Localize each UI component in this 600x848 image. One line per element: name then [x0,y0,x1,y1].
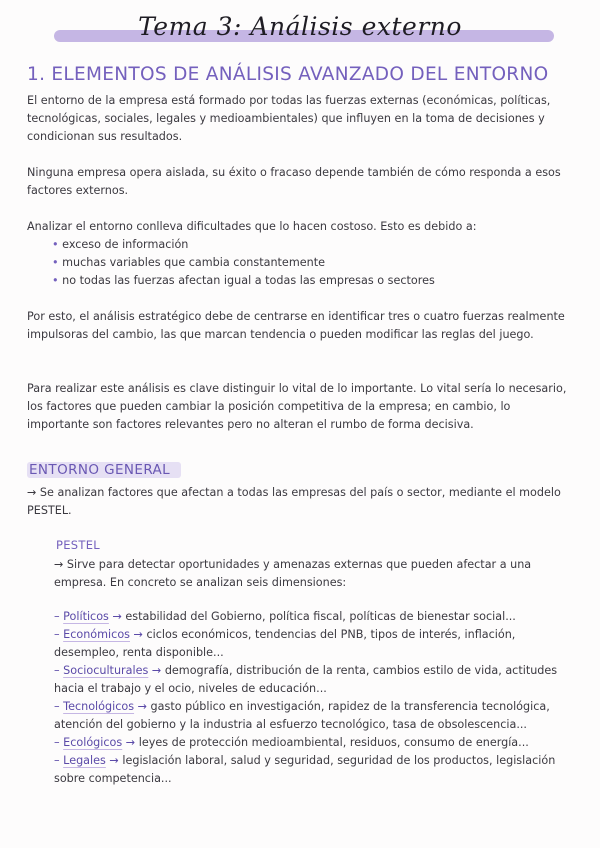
dimension-ecologicos: – Ecológicos → leyes de protección medioambiental, residuos, consumo de energía... [54,736,529,749]
subheading-entorno-general: ENTORNO GENERAL [29,462,171,478]
dimension-economicos: – Económicos → ciclos económicos, tendencias del PNB, tipos de interés, inflación, desempleo, renta disponible... [54,628,516,659]
list-item: • exceso de información [52,236,435,254]
list-item: • no todas las fuerzas afectan igual a todas las empresas o sectores [52,272,435,290]
dimension-desc: demografía, distribución de la renta, cambios estilo de vida, actitudes hacia el trabajo y el ocio, niveles de educación... [54,664,558,695]
paragraph-pestel-intro: → Sirve para detectar oportunidades y amenazas externas que pueden afectar a una empresa. En concreto se analizan seis dimensiones: [54,558,532,589]
difficulties-list [52,236,435,290]
dimension-desc: leyes de protección medioambiental, residuos, consumo de energía... [138,736,529,749]
dimension-desc: gasto público en investigación, rapidez de la transferencia tecnológica, atención del gobierno y la industria al esfuerzo tecnológico, tasa de obsolescencia... [54,700,550,731]
pestel-dimensions [54,608,574,788]
list-item: • muchas variables que cambia constantemente [52,254,435,272]
dimension-name: Ecológicos [63,736,123,749]
page-title: Tema 3: Análisis externo [138,12,462,41]
paragraph-entorno: El entorno de la empresa está formado por todas las fuerzas externas (económicas, políticas, tecnológicas, sociales, legales y medioambientales) que influyen en la toma de decisiones y condicionan sus resultados. [27,94,551,143]
dimension-tecnologicos: – Tecnológicos → gasto público en investigación, rapidez de la transferencia tecnológica, atención del gobierno y la industria al esfuerzo tecnológico, tasa de obsolescencia... [54,700,550,731]
dimension-name: Económicos [63,628,130,641]
dimension-name: Socioculturales [63,664,149,677]
paragraph-dificultades: Analizar el entorno conlleva dificultades que lo hacen costoso. Esto es debido a: [27,220,477,233]
paragraph-empresa-aislada: Ninguna empresa opera aislada, su éxito o fracaso depende también de cómo responda a esos factores externos. [27,166,561,197]
subheading-pestel: PESTEL [56,538,100,552]
dimension-legales: – Legales → legislación laboral, salud y seguridad, seguridad de los productos, legislación sobre competencia... [54,754,556,785]
paragraph-entorno-general: → Se analizan factores que afectan a todas las empresas del país o sector, mediante el modelo PESTEL. [27,486,561,517]
paragraph-analisis-estrategico: Por esto, el análisis estratégico debe de centrarse en identificar tres o cuatro fuerzas realmente impulsoras del cambio, las que marcan tendencia o pueden modificar las reglas del juego. [27,310,565,341]
dimension-desc: ciclos económicos, tendencias del PNB, tipos de interés, inflación, desempleo, renta disponible... [54,628,516,659]
paragraph-vital-importante: Para realizar este análisis es clave distinguir lo vital de lo importante. Lo vital sería lo necesario, los factores que pueden cambiar la posición competitiva de la empresa; en cambio, lo importante son factores relevantes pero no alteran el rumbo de forma decisiva. [27,382,567,431]
dimension-name: Legales [63,754,106,767]
dimension-desc: estabilidad del Gobierno, política fiscal, políticas de bienestar social... [125,610,516,623]
dimension-desc: legislación laboral, salud y seguridad, seguridad de los productos, legislación sobre competencia... [54,754,556,785]
dimension-politicos: – Políticos → estabilidad del Gobierno, política fiscal, políticas de bienestar social... [54,610,516,623]
dimension-name: Tecnológicos [63,700,135,713]
section-heading: 1. ELEMENTOS DE ANÁLISIS AVANZADO DEL ENTORNO [27,64,549,85]
dimension-name: Políticos [63,610,109,623]
dimension-socioculturales: – Socioculturales → demografía, distribución de la renta, cambios estilo de vida, actitudes hacia el trabajo y el ocio, niveles de educación... [54,664,558,695]
